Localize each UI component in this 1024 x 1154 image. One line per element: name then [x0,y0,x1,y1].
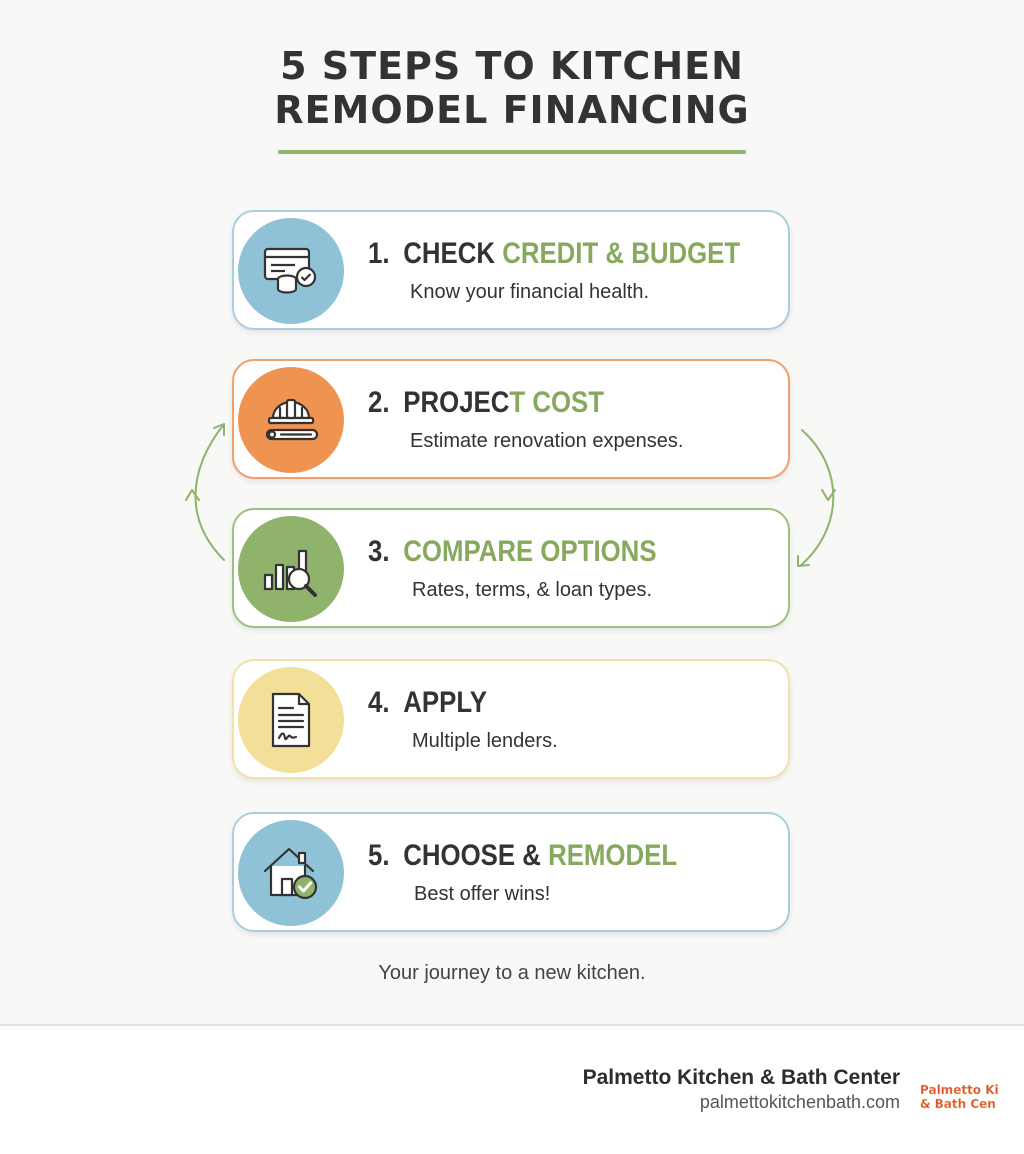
step-3-title-green: COMPARE OPTIONS [403,535,657,568]
step-1-description: Know your financial health. [410,281,650,303]
left-arrowhead-mid [186,490,199,500]
step-3-title [368,534,657,570]
signed-document-icon [259,688,323,752]
step-2-title [368,385,604,421]
bar-chart-magnifier-icon [259,537,323,601]
step-5-badge [238,820,344,926]
step-5-number: 5. [368,839,390,872]
step-4-title [368,685,487,721]
company-website: palmettokitchenbath.com [699,1092,900,1112]
step-1-title-dark: CHECK [403,237,503,270]
step-2-title-mid: T COST [509,386,604,419]
svg-text:Palmetto Ki: Palmetto Ki [920,1083,999,1097]
step-5-title [368,838,677,874]
step-3-description: Rates, terms, & loan types. [412,579,653,601]
step-4-title-dark: APPLY [403,686,487,719]
title-line-1: 5 STEPS TO KITCHEN [280,44,744,88]
credit-card-coins-check-icon [259,239,323,303]
step-4-number: 4. [368,686,390,719]
step-1-card [232,210,790,330]
house-check-icon [259,841,323,905]
step-2-description: Estimate renovation expenses. [410,430,684,452]
right-arrowhead-bottom [798,556,809,566]
step-5-title-green: REMODEL [548,839,678,872]
step-1-title [368,236,740,272]
step-4-description: Multiple lenders. [412,730,558,752]
step-1-number: 1. [368,237,390,270]
step-2-title-dark: PROJEC [403,386,510,419]
step-3-badge [238,516,344,622]
company-name: Palmetto Kitchen & Bath Center [582,1066,900,1089]
step-1-title-green: CREDIT & BUDGET [502,237,741,270]
step-2-badge [238,367,344,473]
step-4-card [232,659,790,779]
hard-hat-blueprint-icon [259,388,323,452]
svg-text:& Bath Cen: & Bath Cen [920,1097,996,1111]
left-cycle-arrow [195,424,224,560]
step-3-card [232,508,790,628]
step-4-badge [238,667,344,773]
company-logo [918,1082,1004,1112]
step-3-number: 3. [368,535,390,568]
step-1-badge [238,218,344,324]
journey-caption: Your journey to a new kitchen. [378,962,646,984]
step-5-description: Best offer wins! [414,883,551,905]
step-2-number: 2. [368,386,390,419]
step-5-card [232,812,790,932]
step-5-title-dark: CHOOSE & [403,839,549,872]
footer [0,1026,1024,1154]
step-2-card [232,359,790,479]
title-line-2: REMODEL FINANCING [274,88,750,132]
